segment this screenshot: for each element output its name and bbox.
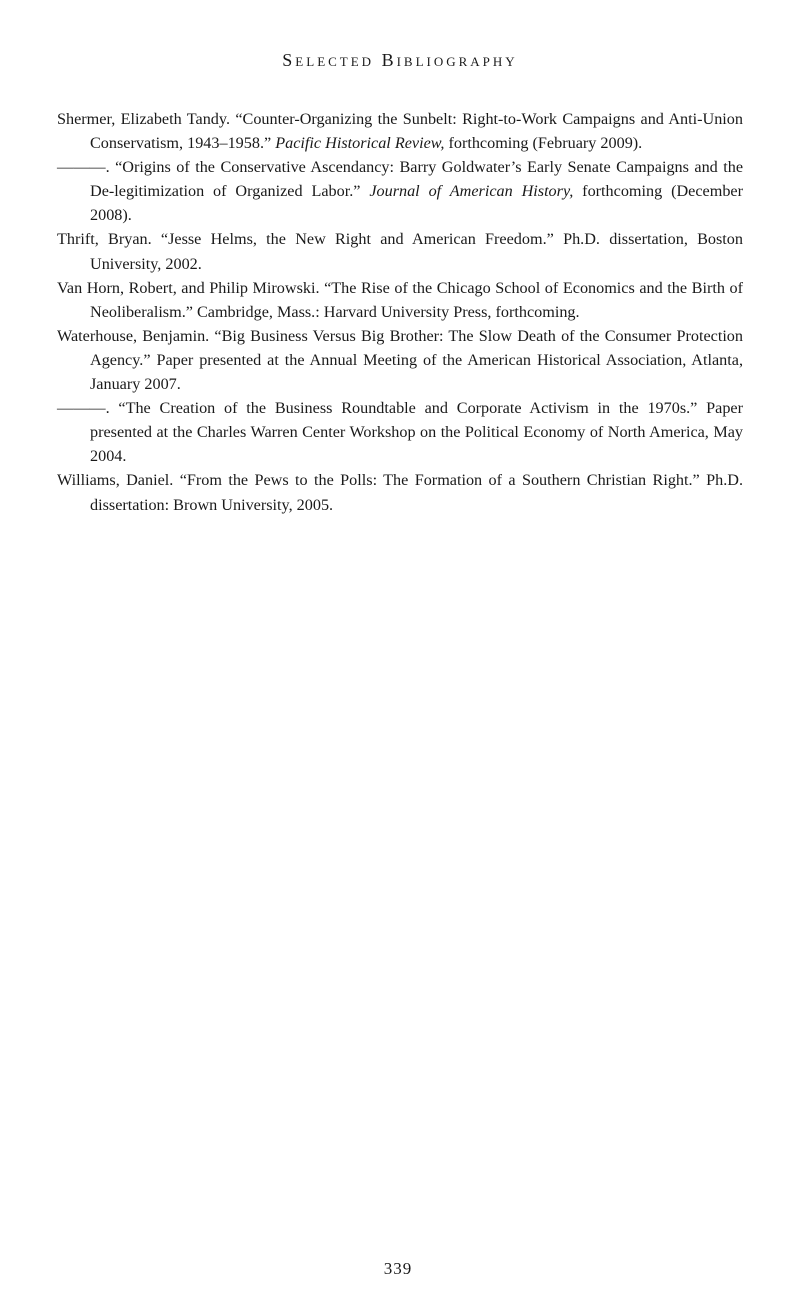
entry-text: Waterhouse, Benjamin. “Big Business Versus Big Brother: The Slow Death of the Consumer Protection Agency.” Paper presented at the Annual Meeting of the American Historical Association, Atlanta, January 2007. [57, 326, 743, 394]
journal-title: Journal of American History, [369, 182, 574, 201]
bibliography-entry [57, 396, 743, 468]
bibliography-entry [57, 107, 743, 155]
entry-text: Shermer, Elizabeth Tandy. “Counter-Organizing the Sunbelt: Right-to-Work Campaigns and Anti-Union Conservatism, 1943–1958.” [57, 110, 743, 153]
bibliography-list [57, 107, 743, 517]
running-head: Selected Bibliography [282, 50, 518, 70]
bibliography-entry [57, 324, 743, 396]
entry-text: Williams, Daniel. “From the Pews to the Polls: The Formation of a Southern Christian Right.” Ph.D. dissertation: Brown University, 2005. [57, 471, 743, 514]
entry-text-tail: forthcoming (December 2008). [90, 182, 743, 225]
page-number: 339 [383, 1259, 413, 1278]
bibliography-entry [57, 227, 743, 275]
entry-text: Thrift, Bryan. “Jesse Helms, the New Right and American Freedom.” Ph.D. dissertation, Boston University, 2002. [57, 230, 743, 273]
entry-text-tail: forthcoming (February 2009). [444, 134, 643, 153]
bibliography-entry [57, 155, 743, 227]
bibliography-entry [57, 468, 743, 516]
entry-text: Van Horn, Robert, and Philip Mirowski. “The Rise of the Chicago School of Economics and the Birth of Neoliberalism.” Cambridge, Mass.: Harvard University Press, forthcoming. [57, 278, 743, 321]
bibliography-entry [57, 276, 743, 324]
entry-text: ———. “The Creation of the Business Roundtable and Corporate Activism in the 1970s.” Paper presented at the Charles Warren Center Workshop on the Political Economy of North America, May 2004. [57, 399, 743, 466]
journal-title: Pacific Historical Review, [275, 134, 445, 153]
entry-text: ———. “Origins of the Conservative Ascendancy: Barry Goldwater’s Early Senate Campaigns and the De-legitimization of Organized Labor.” [57, 158, 743, 201]
